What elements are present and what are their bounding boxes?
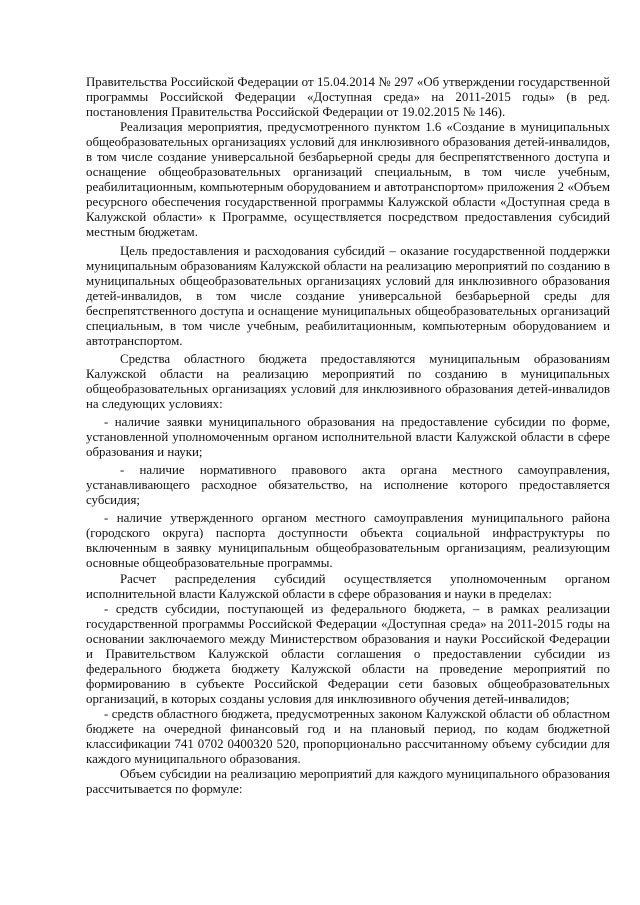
paragraph-reference-continuation: Правительства Российской Федерации от 15.04.2014 № 297 «Об утверждении государственной программы Российской Федерации «Доступная среда» на 2011-2015 годы» (в ред. постановления Правительства Российской Федерации от 19.02.2015 № 146). (86, 75, 610, 120)
list-item-regional-funds: - средств областного бюджета, предусмотренных законом Калужской области об областном бюджете на очередной финансовый год и на плановый период, по кодам бюджетной классификации 741 0702 0400320 520, пропорционально рассчитанному объему субсидии для каждого муниципального образования. (86, 706, 610, 767)
paragraph-funding-conditions: Средства областного бюджета предоставляются муниципальным образованиям Калужской области на реализацию мероприятий по созданию в муниципальных общеобразовательных организациях условий для инклюзивного образования детей-инвалидов на следующих условиях: (86, 351, 610, 411)
list-item-condition-legal-act: - наличие нормативного правового акта органа местного самоуправления, устанавливающего расходное обязательство, на исполнение которого предоставляется субсидия; (86, 463, 610, 508)
paragraph-implementation: Реализация мероприятия, предусмотренного пунктом 1.6 «Создание в муниципальных общеобразовательных организациях условий для инклюзивного образования детей-инвалидов, в том числе создание универсальной безбарьерной среды для беспрепятственного доступа и оснащение общеобразовательных организаций специальным, в том числе учебным, реабилитационным, компьютерным оборудованием и автотранспортом» приложения 2 «Объем ресурсного обеспечения государственной программы Калужской области «Доступная среда в Калужской области» к Программе, осуществляется посредством предоставления субсидий местным бюджетам. (86, 120, 610, 240)
list-item-federal-funds: - средств субсидии, поступающей из федерального бюджета, – в рамках реализации государственной программы Российской Федерации «Доступная среда» на 2011-2015 годы на основании заключаемого между Министерством образования и науки Российской Федерации и Правительством Калужской области соглашения о предоставлении субсидии из федерального бюджета бюджету Калужской области на проведение мероприятий по формированию в субъекте Российской Федерации сети базовых общеобразовательных организаций, в которых созданы условия для инклюзивного обучения детей-инвалидов; (86, 601, 610, 706)
paragraph-formula-intro: Объем субсидии на реализацию мероприятий для каждого муниципального образования рассчитывается по формуле: (86, 767, 610, 797)
list-item-condition-application: - наличие заявки муниципального образования на предоставление субсидии по форме, установленной уполномоченным органом исполнительной власти Калужской области в сфере образования и науки; (86, 415, 610, 460)
list-item-condition-passport: - наличие утвержденного органом местного самоуправления муниципального района (городского округа) паспорта доступности объекта социальной инфраструктуры по включенным в заявку муниципальным общеобразовательным организациям, реализующим основные общеобразовательные программы. (86, 511, 610, 571)
document-body (86, 75, 610, 797)
paragraph-distribution-calculation: Расчет распределения субсидий осуществляется уполномоченным органом исполнительной власти Калужской области в сфере образования и науки в пределах: (86, 571, 610, 601)
paragraph-subsidy-goal: Цель предоставления и расходования субсидий – оказание государственной поддержки муниципальным образованиям Калужской области на реализацию мероприятий по созданию в муниципальных общеобразовательных организациях условий для инклюзивного образования детей-инвалидов, в том числе создание универсальной безбарьерной среды для беспрепятственного доступа и оснащение муниципальных общеобразовательных организаций специальным, в том числе учебным, реабилитационным, компьютерным оборудованием и автотранспортом. (86, 243, 610, 348)
